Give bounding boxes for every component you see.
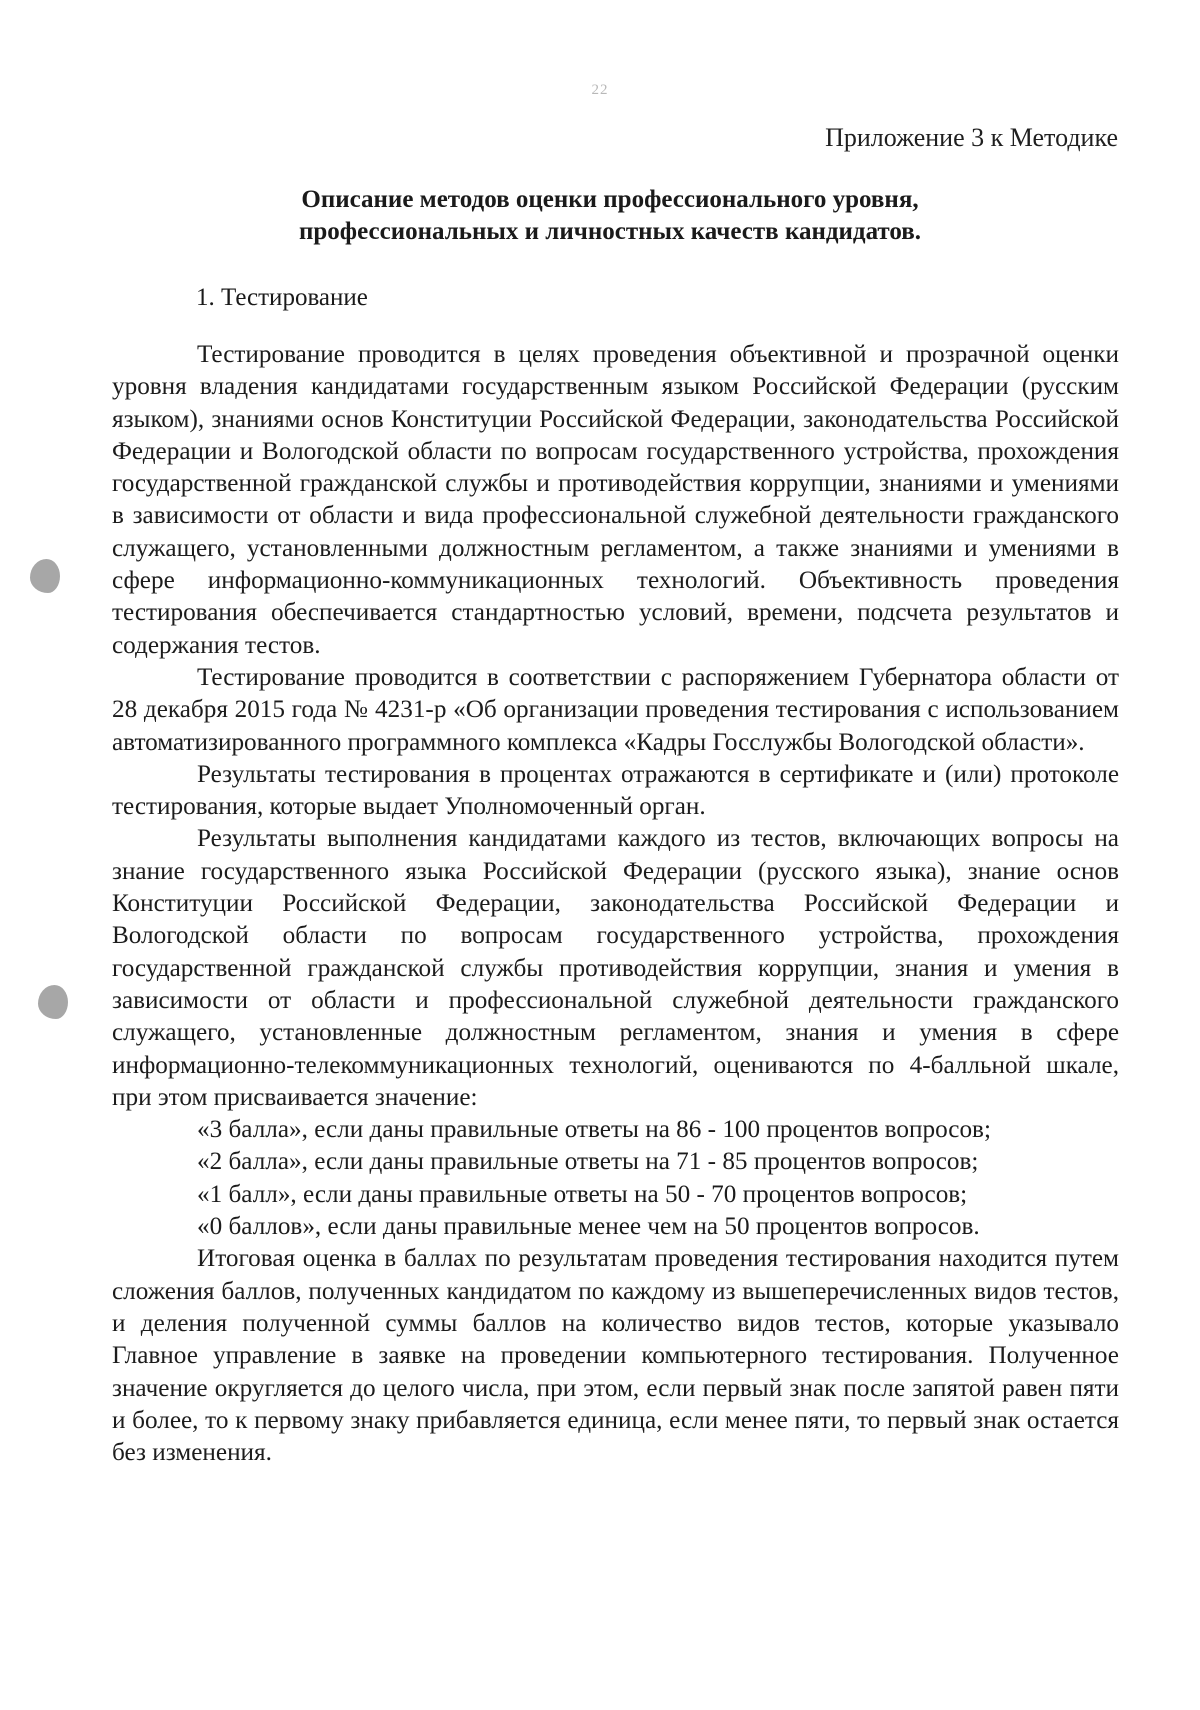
document-title bbox=[110, 184, 1110, 248]
punch-hole-mark bbox=[30, 559, 60, 593]
score-item-1: «1 балл», если даны правильные ответы на 50 - 70 процентов вопросов; bbox=[197, 1180, 968, 1208]
score-item-3: «3 балла», если даны правильные ответы на 86 - 100 процентов вопросов; bbox=[197, 1116, 991, 1144]
score-item-2: «2 балла», если даны правильные ответы на 71 - 85 процентов вопросов; bbox=[197, 1148, 979, 1176]
paragraph-order: Тестирование проводится в соответствии с распоряжением Губернатора области от 28 декабря 2015 года № 4231-р «Об организации проведения тестирования с использованием автоматизированного программного комплекса «Кадры Госслужбы Вологодской области». bbox=[112, 663, 1119, 756]
paragraph-purpose: Тестирование проводится в целях проведения объективной и прозрачной оценки уровня владения кандидатами государственным языком Российской Федерации (русским языком), знаниями основ Конституции Российской Федерации, законодательства Российской Федерации и Вологодской области по вопросам государственного устройства, прохождения государственной гражданской службы и противодействия коррупции, знаниями и умениями в зависимости от области и вида профессиональной служебной деятельности гражданского служащего, установленными должностным регламентом, а также знаниями и умениями в сфере информационно-коммуникационных технологий. Объективность проведения тестирования обеспечивается стандартностью условий, времени, подсчета результатов и содержания тестов. bbox=[112, 341, 1119, 659]
section-heading: 1. Тестирование bbox=[196, 284, 368, 311]
paragraph-final-score: Итоговая оценка в баллах по результатам проведения тестирования находится путем сложения баллов, полученных кандидатом по каждому из вышеперечисленных видов тестов, и деления полученной суммы баллов на количество видов тестов, которые указывало Главное управление в заявке на проведении компьютерного тестирования. Полученное значение округляется до целого числа, при этом, если первый знак после запятой равен пяти и более, то к первому знаку прибавляется единица, если менее пяти, то первый знак остается без изменения. bbox=[112, 1245, 1119, 1467]
appendix-label: Приложение 3 к Методике bbox=[825, 123, 1118, 152]
paragraph-results: Результаты тестирования в процентах отражаются в сертификате и (или) протоколе тестирования, которые выдает Уполномоченный орган. bbox=[112, 760, 1119, 821]
document-title-line-1: Описание методов оценки профессионального уровня, bbox=[301, 186, 919, 213]
document-title-line-2: профессиональных и личностных качеств кандидатов. bbox=[299, 218, 921, 245]
punch-hole-mark bbox=[38, 985, 68, 1019]
page-number: 22 bbox=[591, 82, 609, 98]
body-text bbox=[112, 339, 1119, 1469]
paragraph-scale: Результаты выполнения кандидатами каждого из тестов, включающих вопросы на знание государственного языка Российской Федерации (русского языка), знание основ Конституции Российской Федерации, законодательства Российской Федерации и Вологодской области по вопросам государственного устройства, прохождения государственной гражданской службы противодействия коррупции, знания и умения в зависимости от области и профессиональной служебной деятельности гражданского служащего, установленные должностным регламентом, знания и умения в сфере информационно-телекоммуникационных технологий, оцениваются по 4-балльной шкале, при этом присваивается значение: bbox=[112, 825, 1119, 1111]
score-item-0: «0 баллов», если даны правильные менее чем на 50 процентов вопросов. bbox=[197, 1213, 980, 1241]
